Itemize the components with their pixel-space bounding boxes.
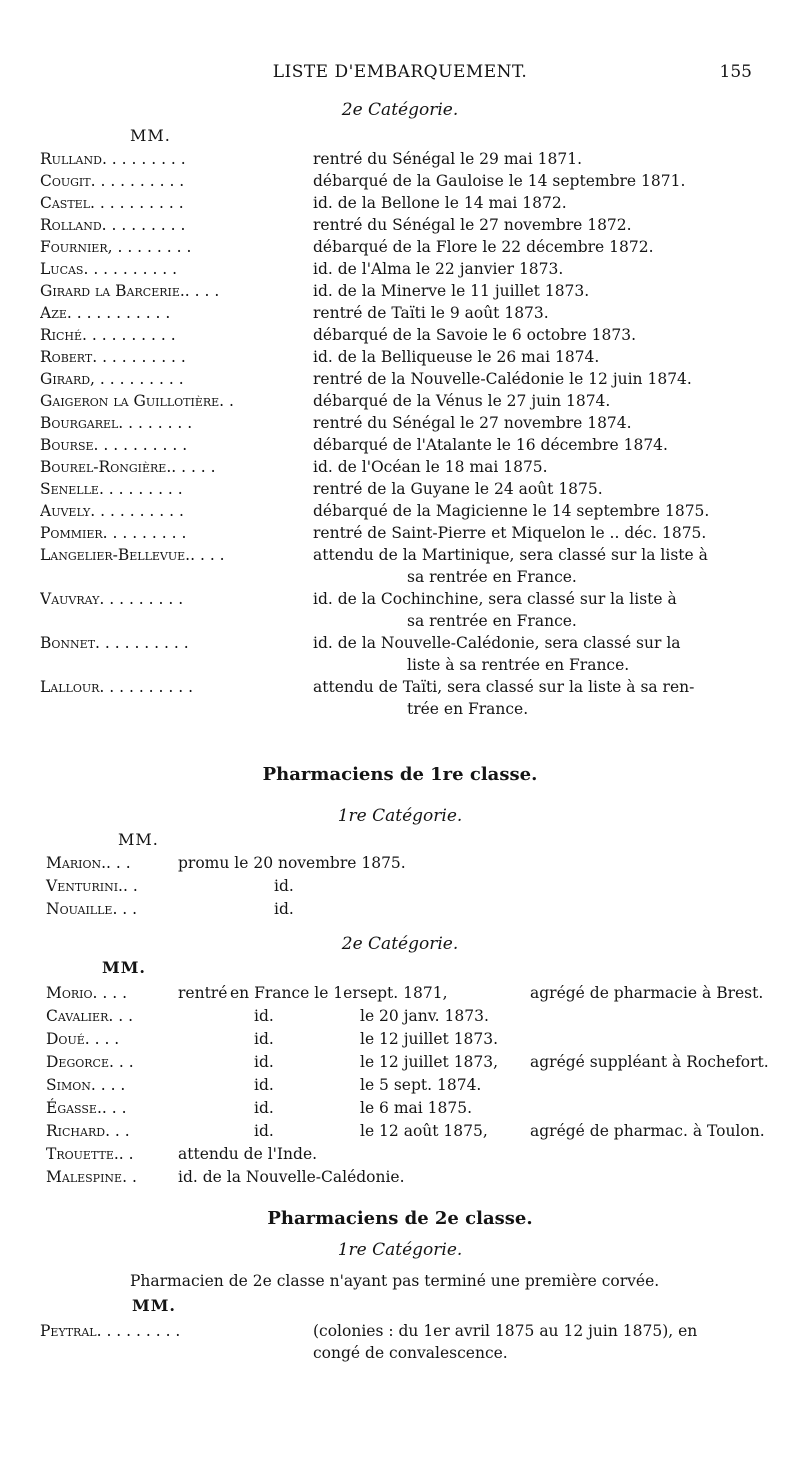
entry-place: id.	[254, 1007, 274, 1025]
entry-text	[305, 676, 760, 720]
entry-line: débarqué de l'Atalante le 16 décembre 1874.	[313, 436, 668, 454]
entry-line: rentré du Sénégal le 27 novembre 1874.	[313, 414, 632, 432]
entry-date: le 20 janv. 1873.	[360, 1007, 489, 1025]
list-item	[40, 522, 760, 544]
entry-line: rentré du Sénégal le 27 novembre 1872.	[313, 216, 632, 234]
list-item	[40, 1320, 760, 1364]
category-heading: 2e Catégorie.	[341, 100, 459, 120]
list-item	[40, 632, 760, 676]
list-item	[40, 258, 760, 280]
person-name: Cavalier. . .	[46, 1007, 133, 1025]
entry-line: débarqué de la Savoie le 6 octobre 1873.	[313, 326, 637, 344]
person-name: Richard. . .	[46, 1122, 130, 1140]
list-item	[40, 456, 760, 478]
person-name: Girard la Barcerie.. . . .	[40, 282, 220, 300]
entry-text	[305, 302, 760, 324]
entry-line: rentré de Taïti le 9 août 1873.	[313, 304, 549, 322]
list-item	[40, 390, 760, 412]
entry-text	[305, 170, 760, 192]
entry-text	[305, 544, 760, 588]
entry-continuation: congé de convalescence.	[313, 1344, 508, 1362]
entry-line: rentré de la Nouvelle-Calédonie le 12 juin 1874.	[313, 370, 692, 388]
entry-text	[305, 148, 760, 170]
list-item	[40, 148, 760, 170]
category-heading: 1re Catégorie.	[337, 1240, 463, 1260]
entry-text	[305, 346, 760, 368]
entry-status	[178, 1051, 230, 1074]
list-item	[46, 1005, 786, 1028]
entry-text: id. de la Nouvelle-Calédonie.	[178, 1168, 405, 1186]
section-title: Pharmaciens de 2e classe.	[267, 1208, 533, 1229]
entry-text	[305, 500, 760, 522]
entry-place: id.	[254, 1099, 274, 1117]
entry-place: id.	[254, 1076, 274, 1094]
person-name: Langelier-Bellevue.. . . .	[40, 546, 225, 564]
pharm1-cat2-list	[46, 982, 786, 1189]
entry-text	[305, 390, 760, 412]
person-name: Pommier. . . . . . . . .	[40, 524, 187, 542]
list-item	[40, 478, 760, 500]
entry-text	[305, 522, 760, 544]
person-name: Lallour. . . . . . . . . .	[40, 678, 194, 696]
entry-text	[305, 632, 760, 676]
entry-text: attendu de l'Inde.	[178, 1145, 318, 1163]
entry-line: id. de l'Alma le 22 janvier 1873.	[313, 260, 564, 278]
person-name: Trouette.. .	[46, 1145, 134, 1163]
person-name: Bonnet. . . . . . . . . .	[40, 634, 189, 652]
entry-line: débarqué de la Gauloise le 14 septembre 1871.	[313, 172, 686, 190]
section-title: Pharmaciens de 1re classe.	[262, 764, 538, 785]
entry-status	[178, 1005, 230, 1028]
person-name: Rulland. . . . . . . . .	[40, 150, 186, 168]
list-item	[46, 1051, 786, 1074]
list-item	[40, 588, 760, 632]
list-item	[40, 236, 760, 258]
entry-line: débarqué de la Vénus le 27 juin 1874.	[313, 392, 611, 410]
person-name: Vauvray. . . . . . . . .	[40, 590, 184, 608]
list-item	[40, 676, 760, 720]
entry-line: rentré de Saint-Pierre et Miquelon le .. déc. 1875.	[313, 524, 707, 542]
mm-heading: MM.	[130, 126, 171, 145]
list-item	[40, 302, 760, 324]
person-name: Castel. . . . . . . . . .	[40, 194, 184, 212]
list-item	[46, 875, 746, 898]
list-item	[40, 544, 760, 588]
pharm2-list	[40, 1320, 760, 1364]
list-item	[46, 1143, 786, 1166]
entry-status: rentré	[178, 984, 228, 1002]
entry-line: débarqué de la Flore le 22 décembre 1872.	[313, 238, 654, 256]
list-item	[40, 280, 760, 302]
list-item	[40, 434, 760, 456]
person-name: Fournier, . . . . . . . .	[40, 238, 192, 256]
list-item	[40, 412, 760, 434]
entry-line: id. de la Cochinchine, sera classé sur la liste à	[313, 590, 677, 608]
person-name: Cougit. . . . . . . . . .	[40, 172, 185, 190]
list-item	[40, 214, 760, 236]
mm-heading: MM.	[118, 830, 159, 849]
person-name: Bourgarel. . . . . . . .	[40, 414, 193, 432]
list-item	[40, 368, 760, 390]
list-item	[46, 898, 746, 921]
entry-date: sept. 1871,	[360, 984, 448, 1002]
entry-text	[305, 478, 760, 500]
entry-continuation: sa rentrée en France.	[407, 568, 577, 586]
person-name: Aze. . . . . . . . . . .	[40, 304, 171, 322]
entry-text	[305, 456, 760, 478]
entry-place: id.	[254, 1053, 274, 1071]
person-name: Malespine. .	[46, 1168, 137, 1186]
entry-line: attendu de Taïti, sera classé sur la liste à sa ren-	[313, 678, 695, 696]
entry-line: id. de la Bellone le 14 mai 1872.	[313, 194, 567, 212]
entry-text	[305, 1320, 760, 1364]
entry-text	[305, 280, 760, 302]
list-item	[46, 1028, 786, 1051]
person-name: Peytral. . . . . . . . .	[40, 1322, 181, 1340]
entry-text	[305, 368, 760, 390]
page-number: 155	[719, 62, 752, 82]
person-name: Morio. . . .	[46, 984, 128, 1002]
person-name: Rolland. . . . . . . . .	[40, 216, 186, 234]
list-item	[40, 324, 760, 346]
entry-text	[305, 588, 760, 632]
entry-text	[305, 214, 760, 236]
list-item	[46, 1120, 786, 1143]
entry-line: id. de la Belliqueuse le 26 mai 1874.	[313, 348, 600, 366]
list-item	[40, 500, 760, 522]
list-item	[46, 1166, 786, 1189]
entry-status	[178, 1028, 230, 1051]
category-heading: 1re Catégorie.	[337, 806, 463, 826]
list-item	[46, 852, 746, 875]
entry-continuation: trée en France.	[407, 700, 529, 718]
entry-text	[305, 236, 760, 258]
person-name: Simon. . . .	[46, 1076, 126, 1094]
person-name: Girard, . . . . . . . . .	[40, 370, 184, 388]
entry-line: rentré du Sénégal le 29 mai 1871.	[313, 150, 583, 168]
entry-text: id.	[274, 900, 294, 918]
entry-remark: agrégé de pharmac. à Toulon.	[530, 1122, 765, 1140]
person-name: Bourel-Rongière.. . . . .	[40, 458, 216, 476]
entry-line: (colonies : du 1er avril 1875 au 12 juin 1875), en	[313, 1322, 698, 1340]
list-item	[40, 192, 760, 214]
person-name: Marion.. . .	[46, 854, 131, 872]
list-item	[46, 982, 786, 1005]
pharm1-cat1-list	[46, 852, 746, 921]
embarkation-list	[40, 148, 760, 720]
entry-text	[305, 258, 760, 280]
person-name: Riché. . . . . . . . . .	[40, 326, 176, 344]
entry-line: id. de l'Océan le 18 mai 1875.	[313, 458, 548, 476]
entry-place: id.	[254, 1030, 274, 1048]
person-name: Lucas. . . . . . . . . .	[40, 260, 178, 278]
entry-text	[305, 412, 760, 434]
entry-text: id.	[274, 877, 294, 895]
entry-place: en France le 1er	[230, 984, 360, 1002]
person-name: Bourse. . . . . . . . . .	[40, 436, 188, 454]
entry-remark: agrégé de pharmacie à Brest.	[530, 984, 764, 1002]
running-title: LISTE D'EMBARQUEMENT.	[272, 62, 528, 82]
entry-line: id. de la Minerve le 11 juillet 1873.	[313, 282, 590, 300]
person-name: Robert. . . . . . . . . .	[40, 348, 186, 366]
entry-date: le 5 sept. 1874.	[360, 1076, 482, 1094]
entry-line: id. de la Nouvelle-Calédonie, sera classé sur la	[313, 634, 681, 652]
entry-line: rentré de la Guyane le 24 août 1875.	[313, 480, 603, 498]
entry-date: le 12 juillet 1873,	[360, 1053, 499, 1071]
list-item	[40, 346, 760, 368]
mm-heading: MM.	[132, 1296, 176, 1315]
entry-line: attendu de la Martinique, sera classé sur la liste à	[313, 546, 708, 564]
list-item	[46, 1074, 786, 1097]
entry-date: le 12 août 1875,	[360, 1122, 488, 1140]
entry-text	[305, 434, 760, 456]
entry-text	[305, 324, 760, 346]
person-name: Gaigeron la Guillotière. .	[40, 392, 234, 410]
mm-heading: MM.	[102, 958, 146, 977]
entry-status	[178, 1120, 230, 1143]
person-name: Nouaille. . .	[46, 900, 138, 918]
entry-text: promu le 20 novembre 1875.	[178, 854, 406, 872]
person-name: Égasse.. . .	[46, 1099, 127, 1117]
note-text: Pharmacien de 2e classe n'ayant pas terminé une première corvée.	[130, 1272, 660, 1290]
person-name: Venturini.. .	[46, 877, 138, 895]
entry-place: id.	[254, 1122, 274, 1140]
list-item	[46, 1097, 786, 1120]
entry-date: le 6 mai 1875.	[360, 1099, 473, 1117]
category-heading: 2e Catégorie.	[341, 934, 459, 954]
person-name: Doué. . . .	[46, 1030, 120, 1048]
person-name: Auvely. . . . . . . . . .	[40, 502, 184, 520]
page-header	[0, 62, 800, 86]
list-item	[40, 170, 760, 192]
entry-remark: agrégé suppléant à Rochefort.	[530, 1053, 769, 1071]
entry-status	[178, 1097, 230, 1120]
person-name: Degorce. . .	[46, 1053, 134, 1071]
entry-status	[178, 1074, 230, 1097]
entry-line: débarqué de la Magicienne le 14 septembre 1875.	[313, 502, 710, 520]
entry-text	[305, 192, 760, 214]
person-name: Senelle. . . . . . . . .	[40, 480, 183, 498]
entry-continuation: sa rentrée en France.	[407, 612, 577, 630]
entry-date: le 12 juillet 1873.	[360, 1030, 499, 1048]
entry-continuation: liste à sa rentrée en France.	[407, 656, 630, 674]
